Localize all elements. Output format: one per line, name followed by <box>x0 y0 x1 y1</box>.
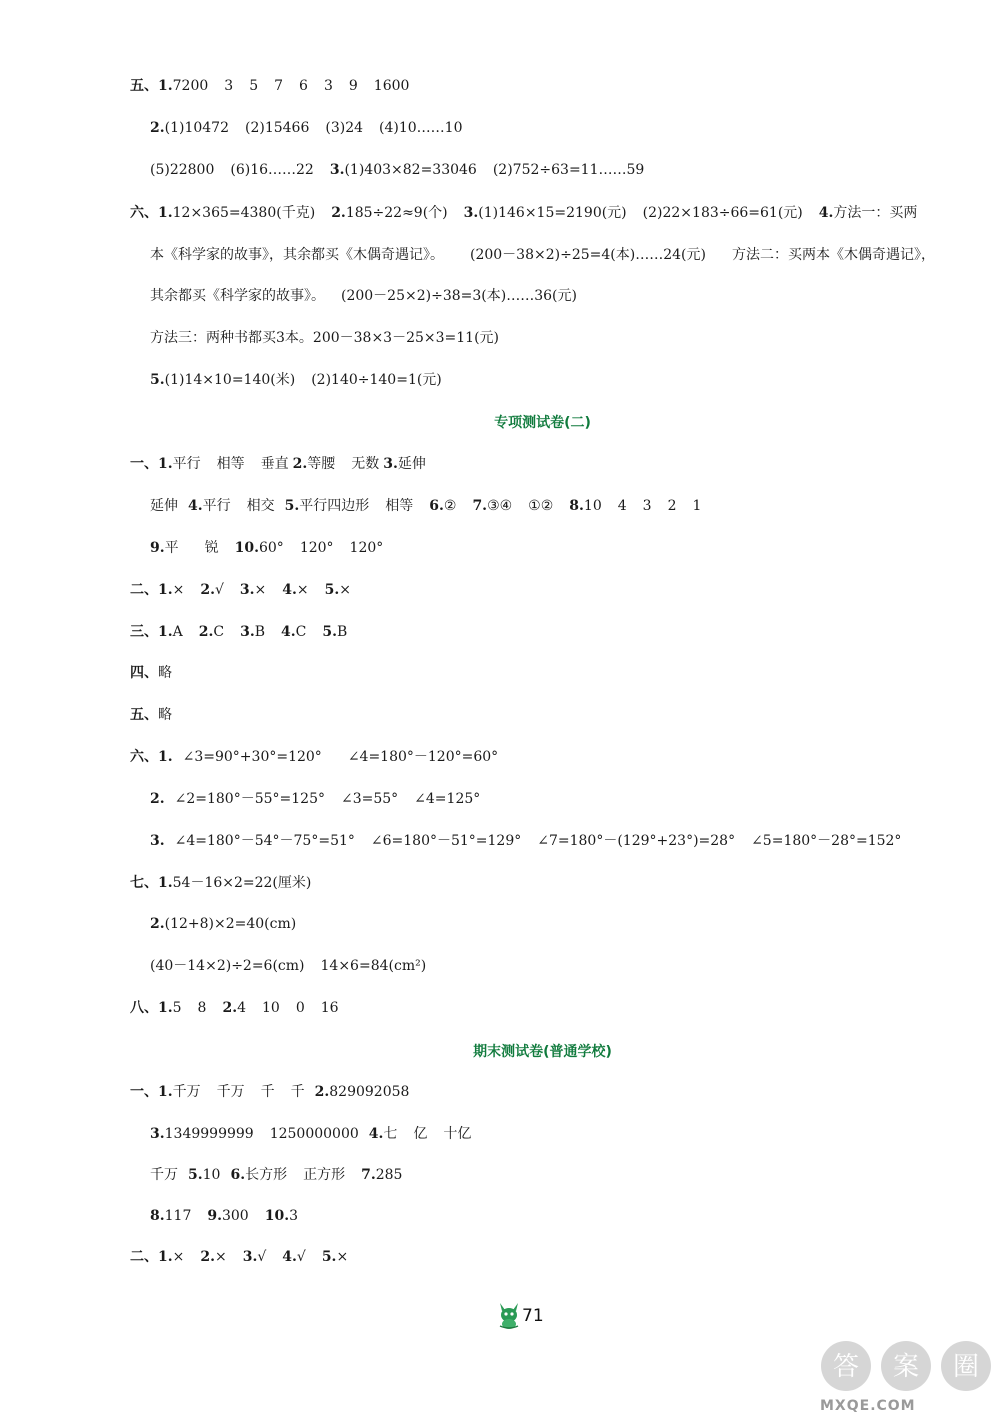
answer-line: 2.(1)10472 (2)15466 (3)24 (4)10……10 <box>150 120 463 136</box>
answer-line: 二、1.× 2.√ 3.× 4.× 5.× <box>130 582 351 598</box>
answer-line: 一、1.千万 千万 千 千 2.829092058 <box>130 1084 410 1100</box>
answer-line: 9.平 锐 10.60° 120° 120° <box>150 540 384 556</box>
answer-line: 七、1.54－16×2=22(厘米) <box>130 875 312 891</box>
answer-line: 千万 5.10 6.长方形 正方形 7.285 <box>150 1167 403 1183</box>
section-title: 专项测试卷(二) <box>494 415 591 431</box>
answer-line: 3. ∠4=180°－54°－75°=51° ∠6=180°－51°=129° ∠7=180°－(129°+23°)=28° ∠5=180°－28°=152° <box>150 833 902 849</box>
section-title: 期末测试卷(普通学校) <box>473 1044 612 1060</box>
answer-line: 八、1.5 8 2.4 10 0 16 <box>130 1000 339 1016</box>
answer-line: (5)22800 (6)16……22 3.(1)403×82=33046 (2)752÷63=11……59 <box>150 162 645 178</box>
answer-line: (40－14×2)÷2=6(cm) 14×6=84(cm²) <box>150 958 427 974</box>
answer-line: 五、1.7200 3 5 7 6 3 9 1600 <box>130 78 410 94</box>
answer-line: 3.1349999999 1250000000 4.七 亿 十亿 <box>150 1126 472 1142</box>
watermark-logo <box>818 1338 998 1398</box>
answer-line: 其余都买《科学家的故事》。 (200－25×2)÷38=3(本)……36(元) <box>150 288 577 304</box>
watermark-char: 案 <box>892 1352 920 1382</box>
answer-line: 六、1. ∠3=90°+30°=120° ∠4=180°－120°=60° <box>130 749 499 765</box>
answer-line: 六、1.12×365=4380(千克) 2.185÷22≈9(个) 3.(1)146×15=2190(元) (2)22×183÷66=61(元) 4.方法一：买两 <box>130 205 918 221</box>
answer-line: 2.(12+8)×2=40(cm) <box>150 916 297 932</box>
watermark-domain: MXQE.COM <box>820 1398 916 1414</box>
page-number: 71 <box>522 1306 544 1326</box>
answer-line: 五、略 <box>130 707 172 723</box>
answer-line: 本《科学家的故事》，其余都买《木偶奇遇记》。 (200－38×2)÷25=4(本)……24(元) 方法二：买两本《木偶奇遇记》， <box>150 247 935 263</box>
answer-line: 延伸 4.平行 相交 5.平行四边形 相等 6.② 7.③④ ①② 8.10 4 3 2 1 <box>150 498 702 514</box>
answer-line: 二、1.× 2.× 3.√ 4.√ 5.× <box>130 1249 349 1265</box>
mascot-icon <box>496 1300 522 1330</box>
watermark-char: 圈 <box>952 1352 980 1382</box>
answer-line: 四、略 <box>130 665 172 681</box>
answer-line: 2. ∠2=180°－55°=125° ∠3=55° ∠4=125° <box>150 791 481 807</box>
answer-line: 5.(1)14×10=140(米) (2)140÷140=1(元) <box>150 372 442 388</box>
answer-line: 三、1.A 2.C 3.B 4.C 5.B <box>130 624 348 640</box>
answer-line: 一、1.平行 相等 垂直 2.等腰 无数 3.延伸 <box>130 456 426 472</box>
watermark-char: 答 <box>832 1352 860 1382</box>
answer-line: 方法三：两种书都买3本。200－38×3－25×3=11(元) <box>150 330 500 346</box>
answer-line: 8.117 9.300 10.3 <box>150 1208 298 1224</box>
